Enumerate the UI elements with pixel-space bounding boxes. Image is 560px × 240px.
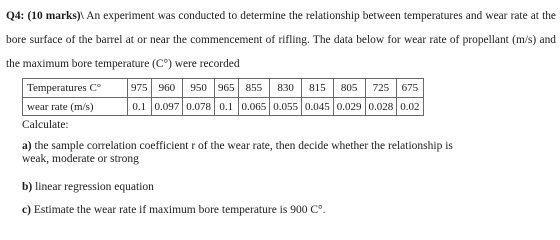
wear-rate-cell: 0.078	[183, 98, 215, 116]
temperature-cell: 950	[183, 79, 215, 98]
part-c	[22, 204, 542, 217]
temperature-row-label: Temperatures C°	[23, 79, 128, 98]
wear-rate-cell: 0.1	[128, 98, 152, 116]
temperature-cell: 725	[365, 79, 397, 98]
wear-rate-cell: 0.045	[302, 98, 334, 116]
question-paragraph	[6, 4, 556, 76]
question-text-line3: for wear rate of propellant (m/s) and the maximum bore temperature (C°) were recorded	[6, 34, 556, 70]
temperature-cell: 815	[302, 79, 334, 98]
temperature-cell: 960	[151, 79, 183, 98]
temperature-cell: 805	[333, 79, 365, 98]
part-a-label: a)	[22, 140, 32, 152]
part-c-text: Estimate the wear rate if maximum bore temperature is 900 C°.	[33, 204, 326, 216]
data-table	[22, 78, 424, 116]
wear-rate-cell: 0.055	[270, 98, 302, 116]
part-b	[22, 181, 542, 194]
wear-rate-cell: 0.02	[397, 98, 423, 116]
temperature-cell: 855	[238, 79, 270, 98]
temperature-cell: 830	[270, 79, 302, 98]
wear-rate-cell: 0.097	[151, 98, 183, 116]
temperature-cell: 965	[215, 79, 239, 98]
part-b-text: linear regression equation	[35, 181, 154, 193]
wear-rate-row	[23, 98, 424, 116]
wear-rate-cell: 0.028	[365, 98, 397, 116]
part-a	[22, 140, 542, 166]
part-c-label: c)	[22, 204, 31, 216]
part-a-text-continued: weak, moderate or strong	[22, 153, 139, 165]
wear-rate-row-label: wear rate (m/s)	[23, 98, 128, 116]
calculate-label: Calculate:	[22, 119, 69, 131]
wear-rate-cell: 0.065	[238, 98, 270, 116]
temperature-row	[23, 79, 424, 98]
question-text-line1: An experiment was conducted to determine the relationship between temperatures	[86, 10, 463, 22]
temperature-cell: 975	[128, 79, 152, 98]
wear-rate-cell: 0.1	[215, 98, 239, 116]
question-marks: (10 marks)\	[27, 10, 84, 22]
part-a-text: the sample correlation coefficient r of the wear rate, then decide whether the relationship is	[34, 140, 453, 152]
wear-rate-cell: 0.029	[333, 98, 365, 116]
question-text-line2: and wear rate at the bore surface of the barrel at or near the commencement of rifling. The data below	[6, 10, 556, 46]
temperature-cell: 675	[397, 79, 423, 98]
part-b-label: b)	[22, 181, 33, 193]
question-number: Q4:	[6, 10, 25, 22]
